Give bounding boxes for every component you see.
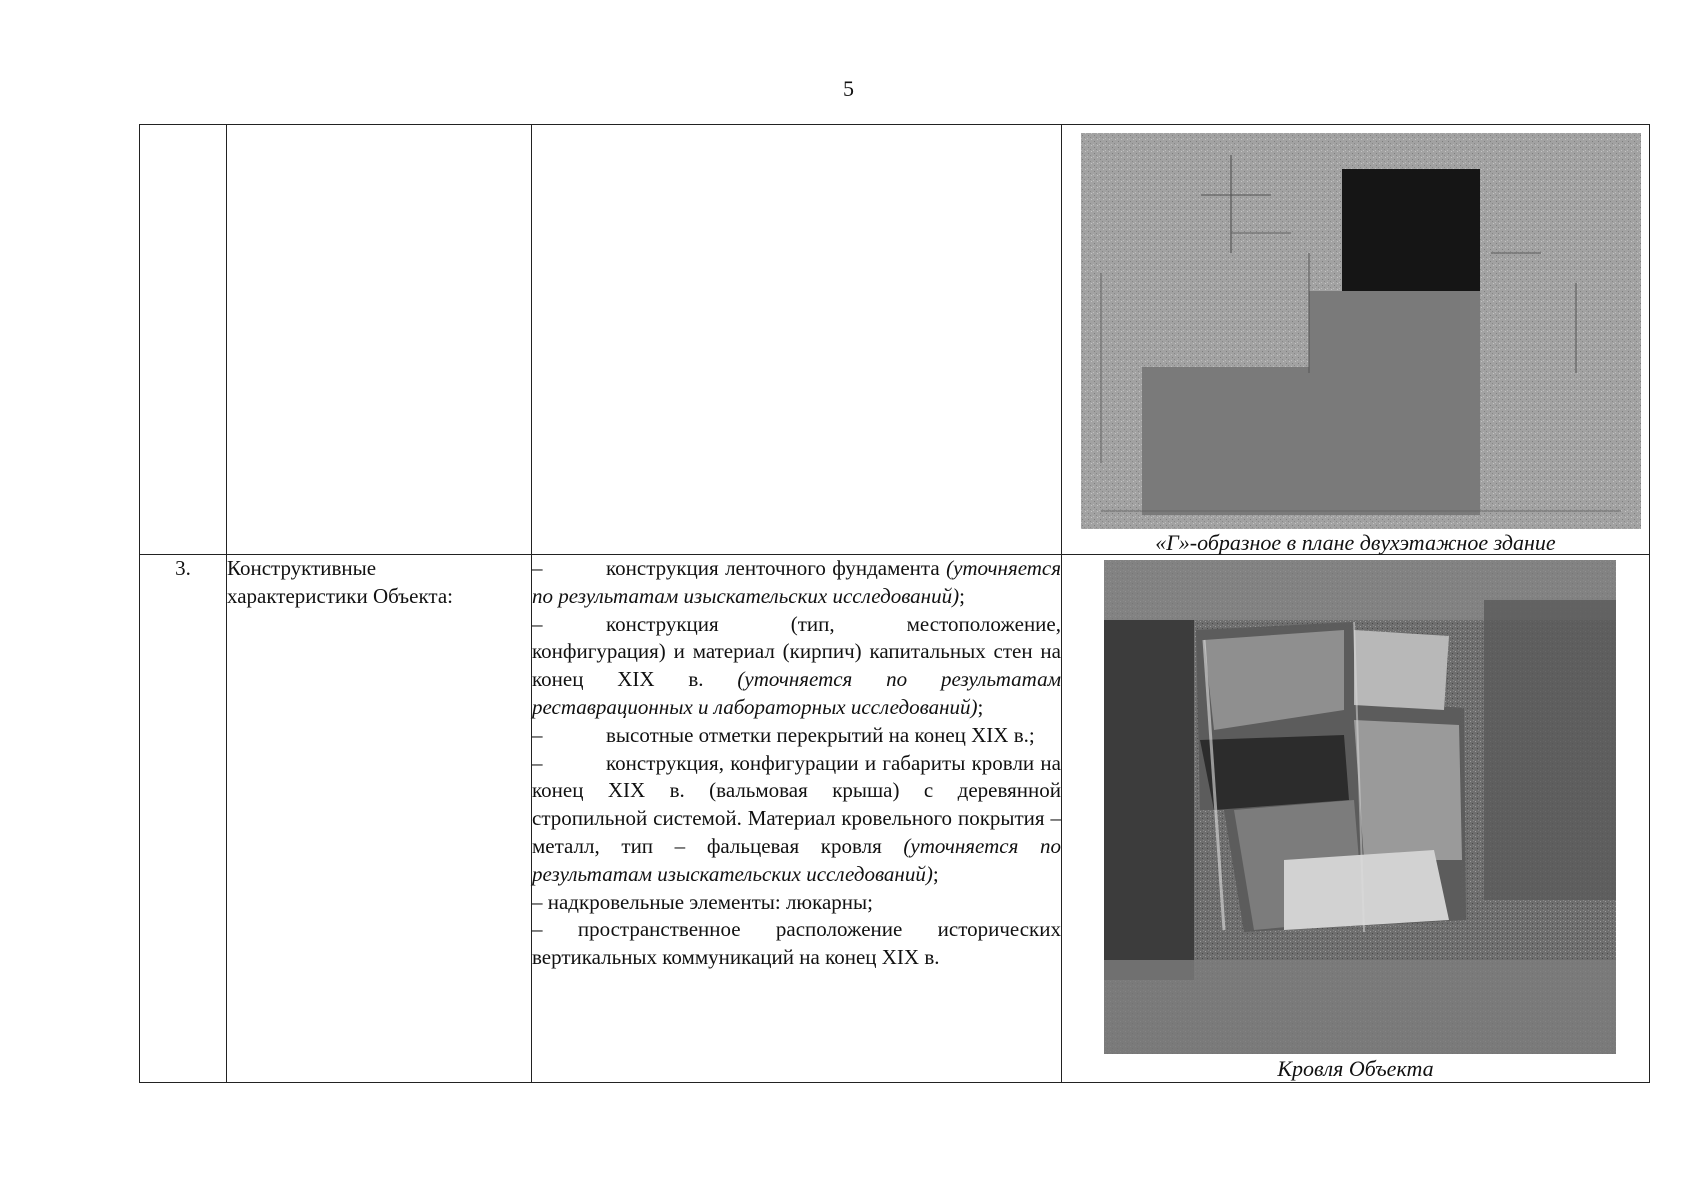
roof-caption: Кровля Объекта bbox=[1277, 1056, 1434, 1081]
row-number-cell bbox=[140, 125, 227, 555]
row-name-cell bbox=[227, 125, 532, 555]
description-paragraph bbox=[532, 722, 1061, 750]
heritage-object-table bbox=[139, 124, 1650, 1083]
plan-caption: «Г»-образное в плане двухэтажное здание bbox=[1155, 530, 1556, 555]
description-text: конструкция (тип, местоположение, конфигурация) и материал (кирпич) капитальных стен на конец XIX в. bbox=[532, 611, 1061, 692]
table-row bbox=[140, 125, 1650, 555]
roof-aerial-photo bbox=[1104, 560, 1616, 1054]
description-paragraph: – надкровельные элементы: люкарны; bbox=[532, 889, 873, 914]
row-name-line: Конструктивные bbox=[227, 556, 377, 580]
page-number: 5 bbox=[843, 76, 854, 101]
description-paragraph: – пространственное расположение исторических вертикальных коммуникаций на конец XIX в. bbox=[532, 917, 1061, 970]
building-plan-image bbox=[1081, 133, 1641, 529]
row-description-cell bbox=[532, 555, 1062, 1083]
dash-marker: – bbox=[532, 611, 543, 636]
row-description-cell bbox=[532, 125, 1062, 555]
description-punct: ; bbox=[932, 861, 939, 886]
dash-marker: – bbox=[532, 750, 543, 775]
description-text: конструкция ленточного фундамента bbox=[606, 556, 940, 580]
roof-image-cell bbox=[1062, 555, 1650, 1083]
description-paragraph bbox=[532, 750, 1061, 889]
description-paragraph bbox=[532, 611, 1061, 722]
description-text: конструкция, конфигурации и габариты кровли на конец XIX в. (вальмовая крыша) с деревянной стропильной системой. Материал кровельного покрытия – металл, тип – фальцевая кровля bbox=[532, 750, 1061, 858]
dash-marker: – bbox=[532, 556, 543, 580]
plan-image-cell bbox=[1062, 125, 1650, 555]
row-name-cell bbox=[227, 555, 532, 1083]
description-paragraph bbox=[532, 555, 1061, 611]
description-note: (уточняется по результатам реставрационных и лабораторных исследований) bbox=[532, 667, 1061, 719]
description-punct: ; bbox=[959, 583, 965, 608]
description-punct: ; bbox=[977, 694, 984, 719]
table-row bbox=[140, 555, 1650, 1083]
description-note: (уточняется по результатам изыскательских исследований) bbox=[532, 556, 1062, 608]
row-number-cell: 3. bbox=[140, 555, 227, 1083]
description-text: высотные отметки перекрытий на конец XIX в.; bbox=[606, 722, 1035, 747]
row-name-line: характеристики Объекта: bbox=[227, 583, 453, 608]
description-note: (уточняется по результатам изыскательских исследований) bbox=[532, 833, 1061, 886]
dash-marker: – bbox=[532, 722, 543, 747]
